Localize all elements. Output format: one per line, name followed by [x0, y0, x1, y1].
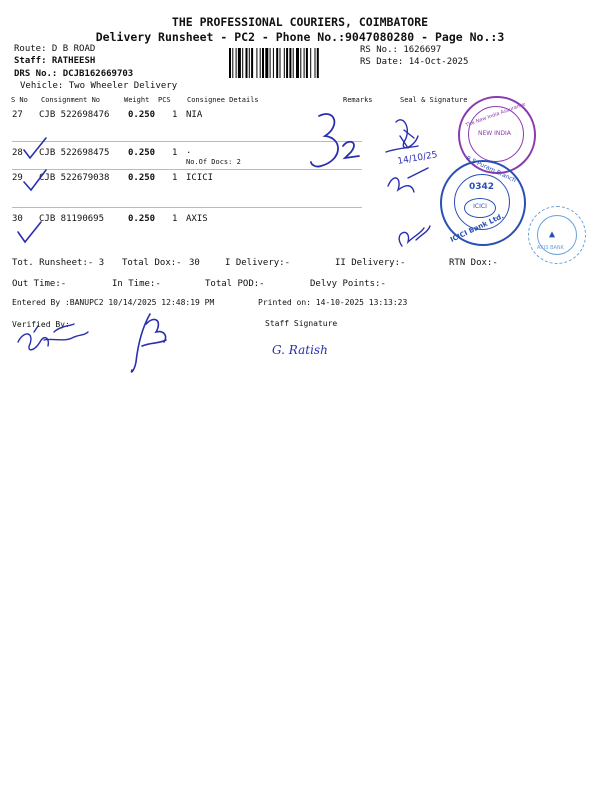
- axis-stamp: [528, 206, 586, 264]
- remarks-handwriting: [305, 108, 375, 188]
- total-dox-value: 30: [189, 258, 200, 268]
- i-delivery: I Delivery:-: [225, 258, 291, 268]
- row-consignment-no: CJB 522698475: [39, 148, 110, 158]
- row-consignment-no: CJB 81190695: [39, 214, 105, 224]
- row-consignee: ICICI: [186, 173, 214, 183]
- row-consignment-no: CJB 522698476: [39, 110, 110, 120]
- icici-code: 0342: [469, 182, 495, 192]
- printed-on: Printed on: 14-10-2025 13:13:23: [258, 298, 408, 307]
- row-weight: 0.250: [128, 110, 156, 120]
- total-dox-label: Total Dox:-: [122, 258, 182, 268]
- staff-signature-text: G. Ratish: [272, 343, 328, 357]
- axis-stamp-text: AXIS BANK: [537, 245, 564, 251]
- row-consignment-no: CJB 522679038: [39, 173, 110, 183]
- staff-initial-signature: [128, 310, 178, 380]
- row-pcs: 1: [172, 214, 178, 224]
- verified-by-label: Verified By:: [12, 320, 70, 329]
- nia-stamp-text: NEW INDIA: [478, 130, 511, 137]
- row-consignee: AXIS: [186, 214, 208, 224]
- row-pcs: 1: [172, 110, 178, 120]
- handwritten-date: 14/10/25: [396, 150, 439, 167]
- row-consignee: .: [186, 146, 192, 156]
- icici-branch-text: R S Puram Branch: [465, 154, 518, 185]
- axis-logo-icon: ▲: [549, 229, 556, 240]
- verified-by-signature: [14, 322, 94, 362]
- col-header-consignee: Consignee Details: [187, 96, 259, 104]
- row-weight: 0.250: [128, 214, 156, 224]
- drs-number: DRS No.: DCJB162669703: [14, 69, 134, 79]
- row-weight: 0.250: [128, 173, 156, 183]
- rtn-dox: RTN Dox:-: [449, 258, 498, 268]
- company-title: THE PROFESSIONAL COURIERS, COIMBATORE: [171, 15, 429, 29]
- icici-bank-text: ICICI Bank Ltd.: [449, 212, 506, 244]
- runsheet-subtitle: Delivery Runsheet - PC2 - Phone No.:9047080280 - Page No.:3: [95, 30, 505, 44]
- row-sno: 28: [12, 148, 23, 158]
- out-time: Out Time:-: [12, 279, 67, 289]
- row-sno: 30: [12, 214, 23, 224]
- vehicle-text: Vehicle: Two Wheeler Delivery: [20, 81, 178, 91]
- row-consignee: NIA: [186, 110, 203, 120]
- staff-signature: [270, 336, 360, 364]
- col-header-seal: Seal & Signature: [400, 96, 468, 104]
- entered-by: Entered By :BANUPC2 10/14/2025 12:48:19 PM: [12, 298, 215, 307]
- tot-runsheet: Tot. Runsheet:- 3: [12, 258, 105, 268]
- rs-date: RS Date: 14-Oct-2025: [360, 57, 469, 67]
- row-weight: 0.250: [128, 148, 156, 158]
- row-sno: 29: [12, 173, 23, 183]
- col-header-consignment: Consignment No: [41, 96, 101, 104]
- total-pod: Total POD:-: [205, 279, 265, 289]
- delvy-points: Delvy Points:-: [310, 279, 386, 289]
- icici-stamp: [440, 154, 526, 246]
- staff-text: Staff: RATHEESH: [14, 56, 96, 66]
- staff-signature-label: Staff Signature: [265, 319, 338, 328]
- in-time: In Time:-: [112, 279, 161, 289]
- route-text: Route: D B ROAD: [14, 44, 96, 54]
- col-header-sno: S No: [11, 96, 28, 104]
- col-header-remarks: Remarks: [343, 96, 373, 104]
- rs-number: RS No.: 1626697: [360, 45, 442, 55]
- row-pcs: 1: [172, 173, 178, 183]
- icici-logo-icon: ICICI: [464, 198, 496, 218]
- row-sno: 27: [12, 110, 23, 120]
- ii-delivery: II Delivery:-: [335, 258, 406, 268]
- row-pcs: 1: [172, 148, 178, 158]
- col-header-weight: Weight: [124, 96, 150, 104]
- row-docs-note: No.Of Docs: 2: [186, 158, 241, 166]
- nia-stamp-line: The New India Assurance: [464, 101, 527, 129]
- col-header-pcs: PCS: [158, 96, 171, 104]
